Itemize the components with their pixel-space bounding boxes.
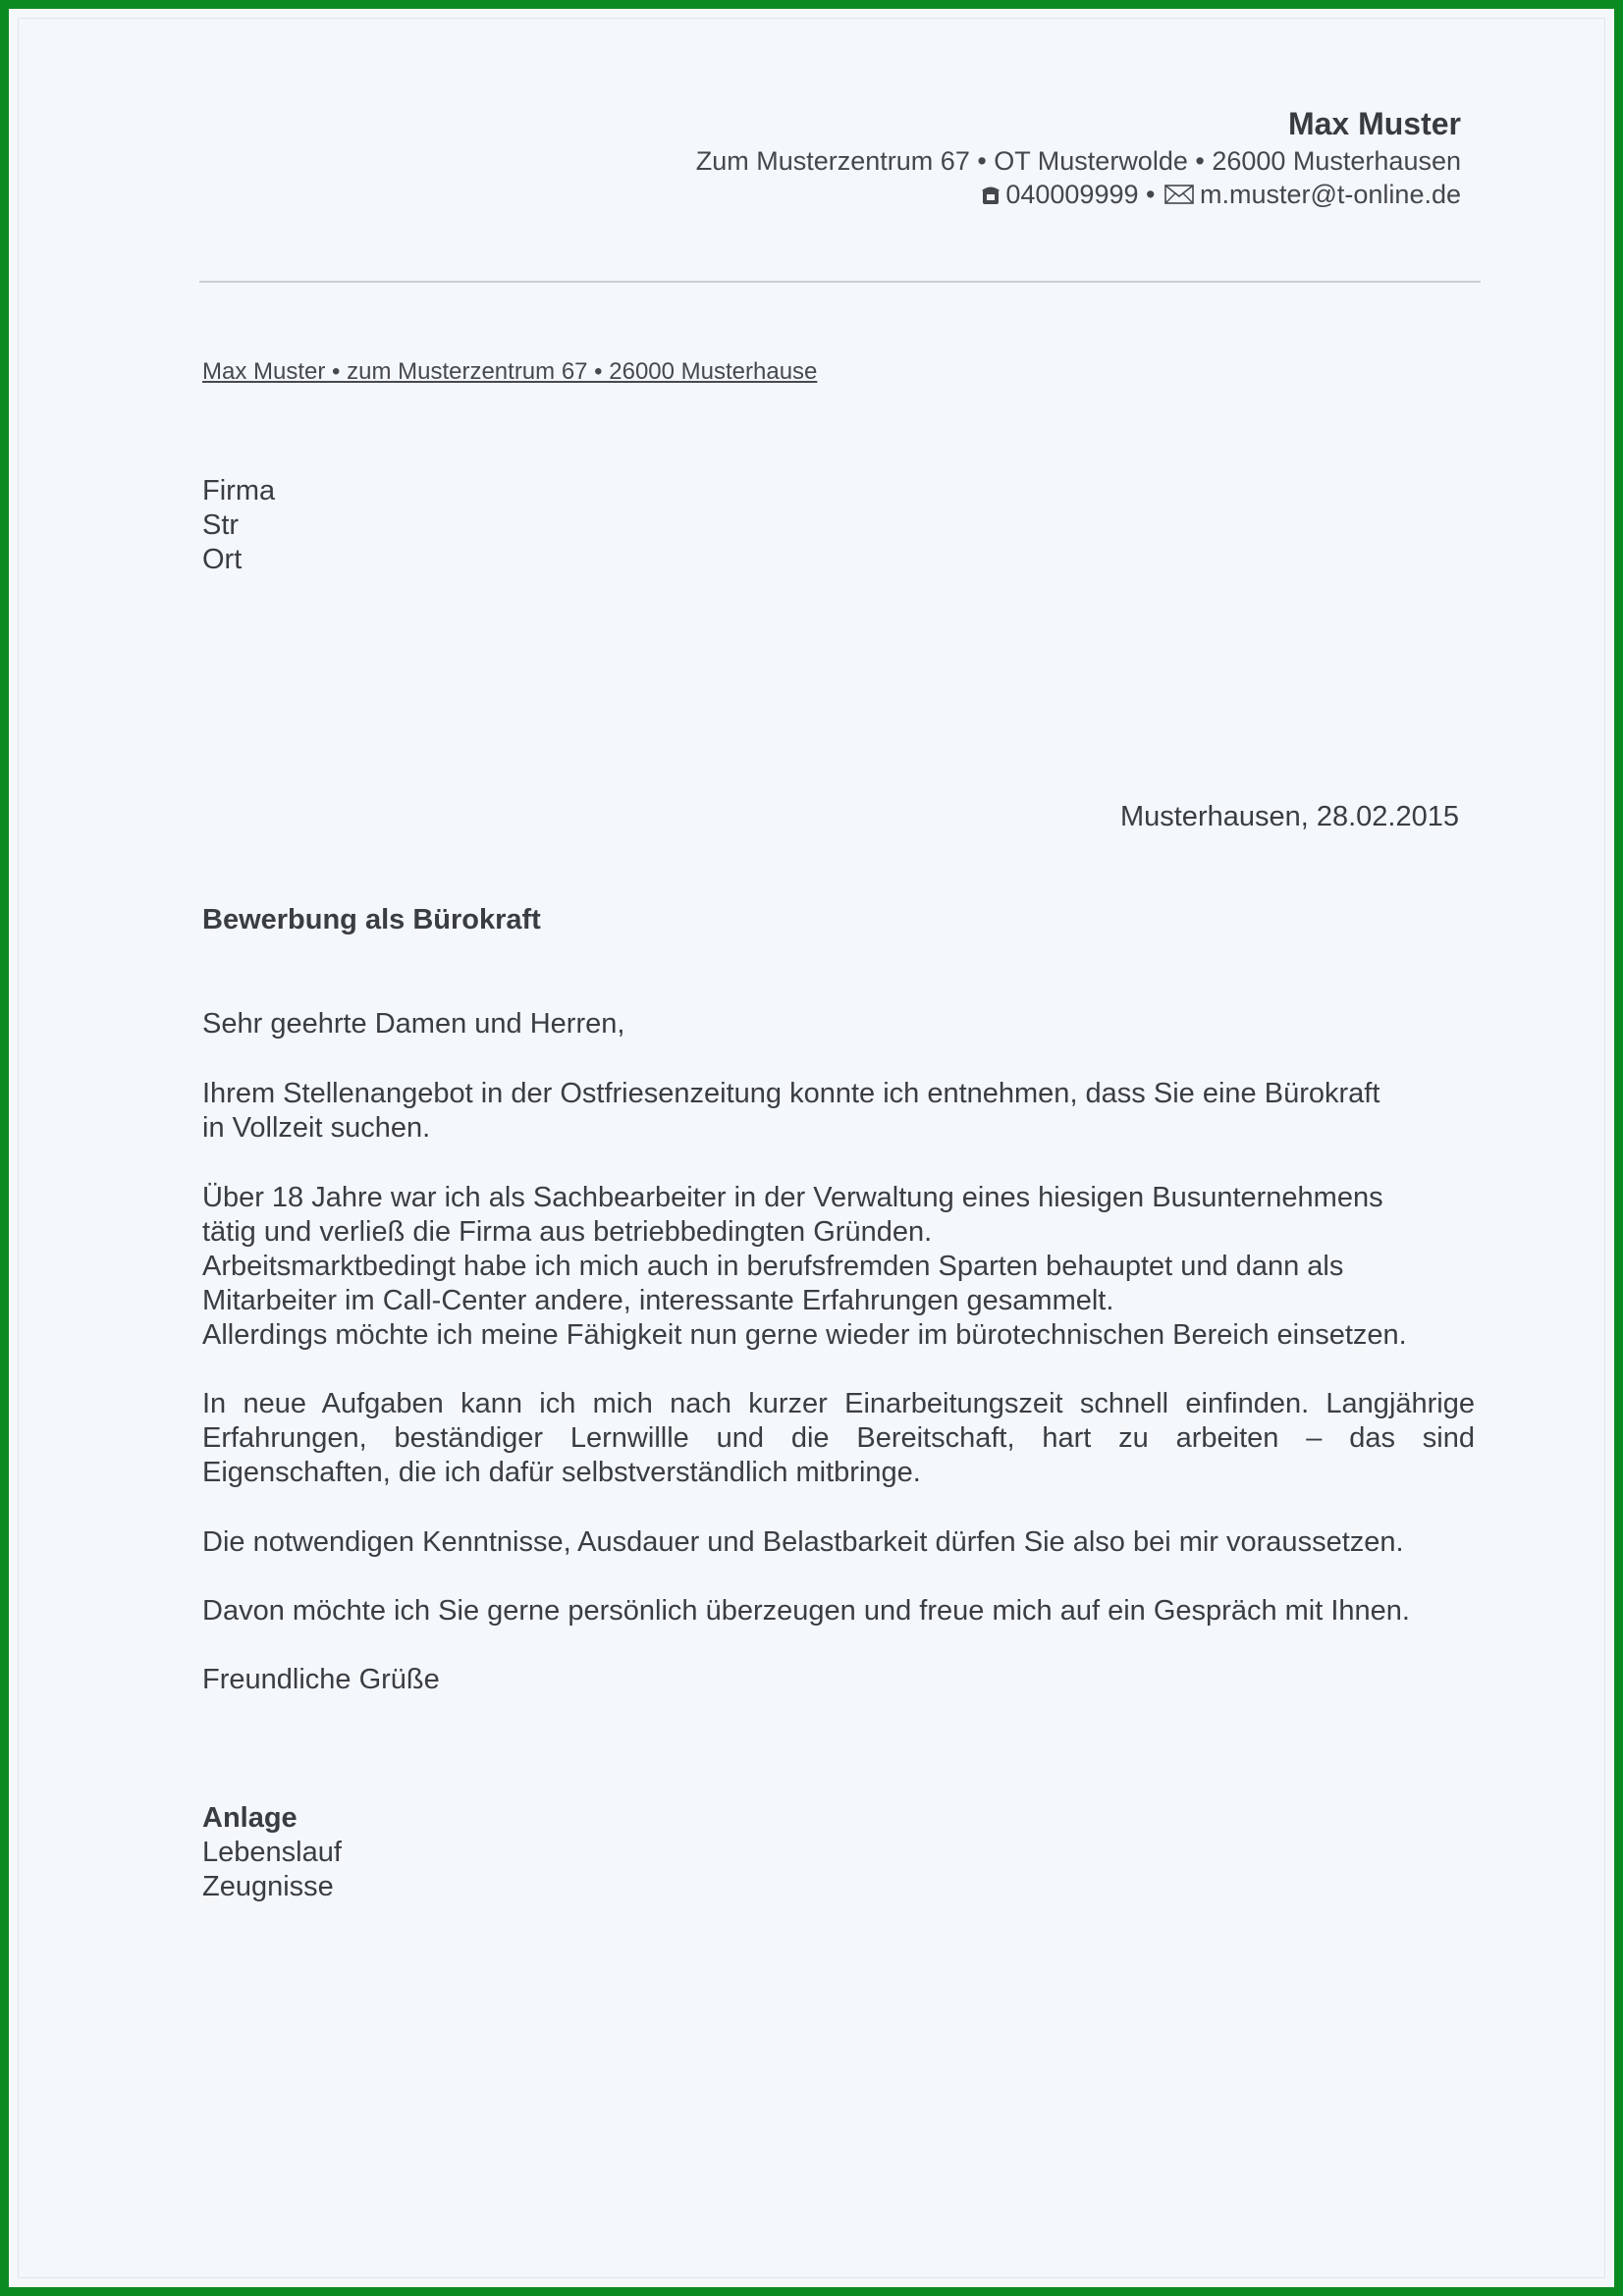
paragraph-line: Erfahrungen, beständiger Lernwillle und die Bereitschaft, hart zu arbeiten – das sind: [202, 1422, 1475, 1454]
paragraph-2: [202, 1181, 1475, 1353]
paragraph-line: Mitarbeiter im Call-Center andere, interessante Erfahrungen gesammelt.: [202, 1285, 1114, 1316]
paragraph-line: Allerdings möchte ich meine Fähigkeit nun gerne wieder im bürotechnischen Bereich einsetzen.: [202, 1319, 1407, 1351]
paragraph-5: [202, 1594, 1475, 1629]
paragraph-line: In neue Aufgaben kann ich mich nach kurzer Einarbeitungszeit schnell einfinden. Langjährige: [202, 1388, 1475, 1419]
attachments-title: Anlage: [202, 1802, 298, 1834]
sender-phone: 040009999: [1005, 180, 1139, 209]
phone-icon: [982, 180, 1000, 201]
paragraph-line: in Vollzeit suchen.: [202, 1112, 431, 1144]
attachments-block: [202, 1801, 342, 1904]
sender-email: m.muster@t-online.de: [1199, 180, 1461, 209]
paragraph-line: Eigenschaften, die ich dafür selbstverständlich mitbringe.: [202, 1457, 921, 1488]
header-divider: [199, 281, 1481, 283]
paragraph-line: Davon möchte ich Sie gerne persönlich überzeugen und freue mich auf ein Gespräch mit Ihnen.: [202, 1595, 1410, 1627]
recipient-city: Ort: [202, 544, 243, 575]
paragraph-line: Die notwendigen Kenntnisse, Ausdauer und Belastbarkeit dürfen Sie also bei mir voraussetzen.: [202, 1526, 1404, 1558]
contact-separator: •: [1146, 180, 1156, 209]
salutation: [202, 1007, 1475, 1041]
closing-line: Freundliche Grüße: [202, 1664, 440, 1695]
recipient-address: [202, 474, 275, 577]
sender-block: [696, 103, 1461, 211]
paragraph-line: Arbeitsmarktbedingt habe ich mich auch in berufsfremden Sparten behauptet und dann als: [202, 1251, 1344, 1282]
sender-name: Max Muster: [1287, 106, 1461, 141]
paragraph-3: [202, 1387, 1475, 1490]
attachment-item: Lebenslauf: [202, 1837, 342, 1868]
mail-icon: [1164, 179, 1194, 198]
return-address: Max Muster • zum Musterzentrum 67 • 26000 Musterhause: [202, 358, 818, 385]
letter-date: Musterhausen, 28.02.2015: [1119, 801, 1459, 832]
paragraph-1: [202, 1077, 1475, 1146]
paragraph-line: tätig und verließ die Firma aus betriebbedingten Gründen.: [202, 1216, 933, 1248]
paragraph-4: [202, 1525, 1475, 1560]
recipient-company: Firma: [202, 475, 276, 507]
paragraph-line: Über 18 Jahre war ich als Sachbearbeiter in der Verwaltung eines hiesigen Busunternehmens: [202, 1182, 1383, 1213]
salutation-line: Sehr geehrte Damen und Herren,: [202, 1008, 625, 1040]
attachment-item: Zeugnisse: [202, 1871, 334, 1902]
closing: [202, 1663, 1475, 1697]
letter-subject: Bewerbung als Bürokraft: [202, 904, 541, 935]
paragraph-line: Ihrem Stellenangebot in der Ostfriesenzeitung konnte ich entnehmen, dass Sie eine Bürokraft: [202, 1078, 1380, 1109]
sender-contact: [696, 178, 1461, 211]
sender-address: Zum Musterzentrum 67 • OT Musterwolde • 26000 Musterhausen: [695, 146, 1461, 176]
recipient-street: Str: [202, 509, 240, 541]
